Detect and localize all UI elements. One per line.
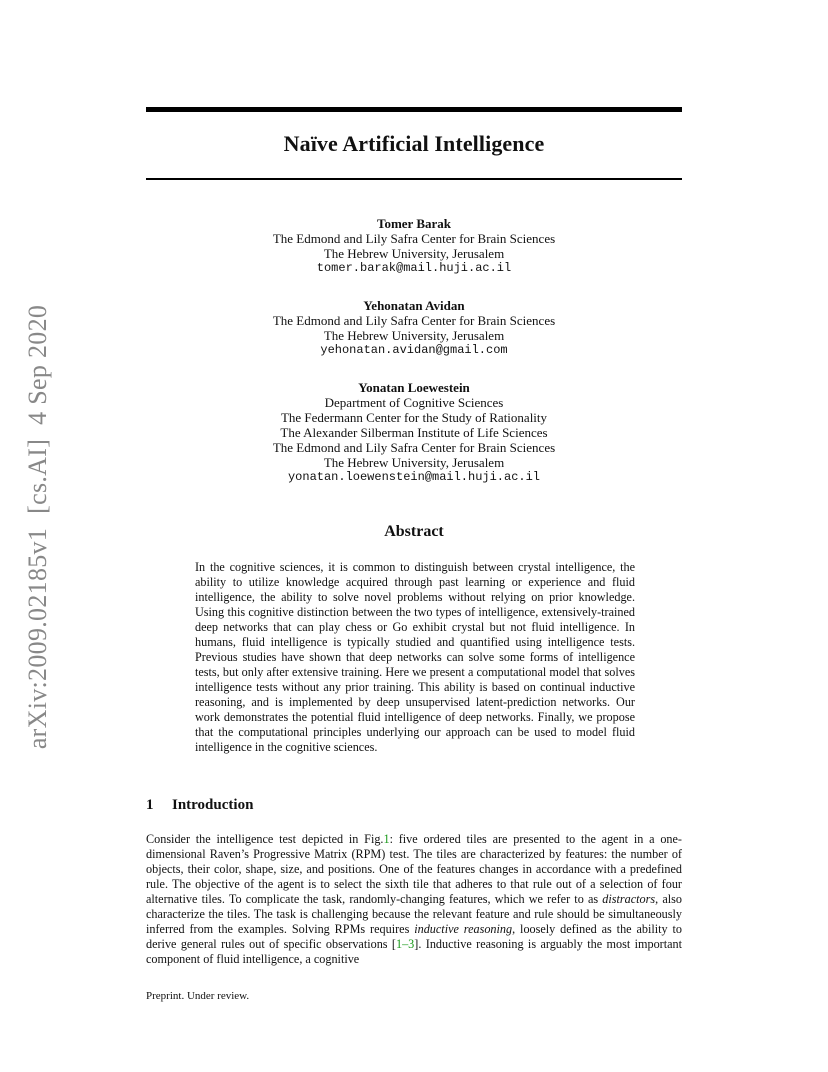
author-email[interactable]: tomer.barak@mail.huji.ac.il — [316, 261, 512, 275]
abstract-heading: Abstract — [384, 523, 444, 540]
author-name: Tomer Barak — [376, 216, 452, 231]
author-affiliation: The Federmann Center for the Study of Rationality — [280, 410, 548, 425]
intro-text: , loosely defined as the ability to derive general rules out of specific observations — [146, 922, 683, 951]
intro-text: Consider the intelligence test depicted in Fig. — [146, 832, 384, 846]
author-email[interactable]: yehonatan.avidan@gmail.com — [320, 343, 508, 357]
intro-text: . Inductive reasoning is arguably the most important component of fluid intelligence, a cognitive — [146, 937, 682, 966]
introduction-paragraph — [146, 832, 682, 967]
author-name: Yonatan Loewestein — [358, 380, 470, 395]
arxiv-stamp — [23, 305, 53, 749]
author-affiliation: The Alexander Silberman Institute of Life Sciences — [280, 425, 548, 440]
intro-text: , also characterize the tiles. The task is challenging because the relevant feature and rule should be simultaneously inferred from the examples. Solving RPMs requires — [146, 892, 682, 936]
author-block — [146, 216, 682, 507]
author-affiliation: The Edmond and Lily Safra Center for Brain Sciences — [272, 231, 556, 246]
section-number: 1 — [146, 797, 154, 813]
paper-title: Naïve Artificial Intelligence — [283, 131, 545, 156]
author-name: Yehonatan Avidan — [363, 298, 465, 313]
footer-note: Preprint. Under review. — [146, 990, 250, 1002]
author-affiliation: Department of Cognitive Sciences — [324, 395, 504, 410]
section-title: Introduction — [172, 797, 254, 813]
author-affiliation: The Hebrew University, Jerusalem — [323, 455, 505, 470]
figure-reference-link[interactable]: 1 — [383, 832, 390, 846]
intro-text: : five ordered tiles are presented to the agent in a one-dimensional Raven’s Progressive Matrix (RPM) test. The tiles are characterized by features: the number of objects, their color, shape, size, and positions. One of the features changes in accordance with a predefined rule. The objective of the agent is to select the sixth tile that adheres to that rule out of a selection of four alternative tiles. To complicate the task, randomly-changing features, which we refer to as — [146, 832, 682, 906]
arxiv-date: 4 Sep 2020 — [23, 304, 52, 425]
section-heading-introduction — [146, 797, 253, 814]
title-top-rule — [146, 107, 682, 112]
arxiv-category: [cs.AI] — [23, 438, 52, 514]
author-affiliation: The Hebrew University, Jerusalem — [323, 246, 505, 261]
emphasis-inductive-reasoning: inductive reasoning — [414, 922, 513, 936]
author-entry — [146, 298, 682, 358]
arxiv-id[interactable]: arXiv:2009.02185v1 — [23, 527, 52, 750]
citation-close: ] — [414, 937, 419, 951]
citation-open: [ — [391, 937, 396, 951]
author-affiliation: The Edmond and Lily Safra Center for Brain Sciences — [272, 440, 556, 455]
citation-link[interactable]: 1–3 — [395, 937, 415, 951]
author-email[interactable]: yonatan.loewenstein@mail.huji.ac.il — [287, 470, 541, 484]
author-affiliation: The Hebrew University, Jerusalem — [323, 328, 505, 343]
author-affiliation: The Edmond and Lily Safra Center for Brain Sciences — [272, 313, 556, 328]
abstract-body: In the cognitive sciences, it is common to distinguish between crystal intelligence, the ability to utilize knowledge acquired through past learning or experience and fluid intelligence, the ability to solve novel problems without relying on prior knowledge. Using this cognitive distinction between the two types of intelligence, extensively-trained deep networks that can play chess or Go exhibit crystal but not fluid intelligence. In humans, fluid intelligence is typically studied and quantified using intelligence tests. Previous studies have shown that deep networks can solve some forms of intelligence tests, but only after extensive training. Here we present a computational model that solves intelligence tests without any prior training. This ability is based on continual inductive reasoning, and is implemented by deep unsupervised latent-prediction networks. Our work demonstrates the potential fluid intelligence of deep networks. Finally, we propose that the computational principles underlying our approach can be used to model fluid intelligence in the cognitive sciences. — [195, 560, 635, 754]
author-entry — [146, 216, 682, 276]
title-bottom-rule — [146, 178, 682, 180]
emphasis-distractors: distractors — [602, 892, 656, 906]
author-entry — [146, 380, 682, 485]
